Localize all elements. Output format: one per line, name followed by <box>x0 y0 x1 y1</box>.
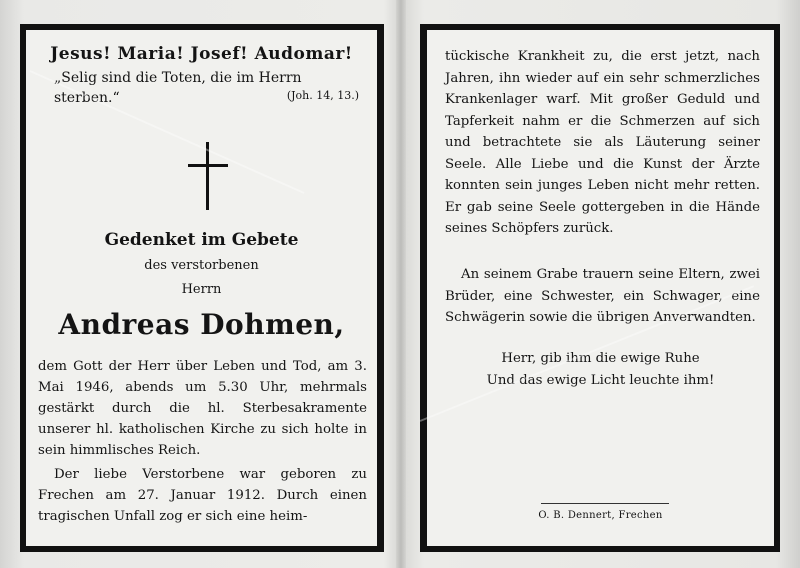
printer-divider <box>541 503 669 504</box>
deceased-name: Andreas Dohmen, <box>58 308 345 341</box>
remember-heading: Gedenket im Gebete <box>104 230 299 250</box>
invocation-heading: Jesus! Maria! Josef! Audomar! <box>50 44 353 64</box>
bible-verse <box>40 68 363 108</box>
verse-line-1: „Selig sind die Toten, die im Herrn <box>54 70 302 86</box>
cross-icon <box>188 142 228 210</box>
herrn-label: Herrn <box>181 282 222 297</box>
verse-line-2: sterben.“ <box>54 90 120 106</box>
left-panel <box>20 24 384 552</box>
verse-reference: (Joh. 14, 13.) <box>286 89 359 102</box>
card-fold <box>396 0 406 568</box>
illness-paragraph: tückische Krankheit zu, die erst jetzt, nach Jahren, ihn wieder auf ein sehr schmerzliches Krankenlager warf. Mit großer Geduld und Tapferkeit nahm er die Schmerzen auf sich und betrachtete sie als Läuterung seiner Seele. Alle Liebe und die Kunst der Ärzte konnten sein junges Leben nicht mehr retten. Er gab seine Seele gottergeben in die Hände seines Schöpfers zurück. <box>445 49 760 236</box>
closing-prayer <box>427 348 774 391</box>
mourners-paragraph: An seinem Grabe trauern seine Eltern, zwei Brüder, eine Schwester, ein Schwager, eine Schwägerin sowie die übrigen Anverwandten. <box>445 267 760 325</box>
birth-paragraph: Der liebe Verstorbene war geboren zu Frechen am 27. Januar 1912. Durch einen tragischen Unfall zog er sich eine heim- <box>38 467 367 524</box>
prayer-line-2: Und das ewige Licht leuchte ihm! <box>486 372 715 388</box>
printer-imprint: O. B. Dennert, Frechen <box>538 510 663 521</box>
right-panel <box>420 24 780 552</box>
prayer-line-1: Herr, gib ihm die ewige Ruhe <box>501 351 700 366</box>
deceased-label: des verstorbenen <box>144 258 259 273</box>
death-paragraph: dem Gott der Herr über Leben und Tod, am 3. Mai 1946, abends um 5.30 Uhr, mehrmals gestärkt durch die hl. Sterbesakramente unserer hl. katholischen Kirche zu sich holte in sein himmlisches Reich. <box>38 359 367 458</box>
